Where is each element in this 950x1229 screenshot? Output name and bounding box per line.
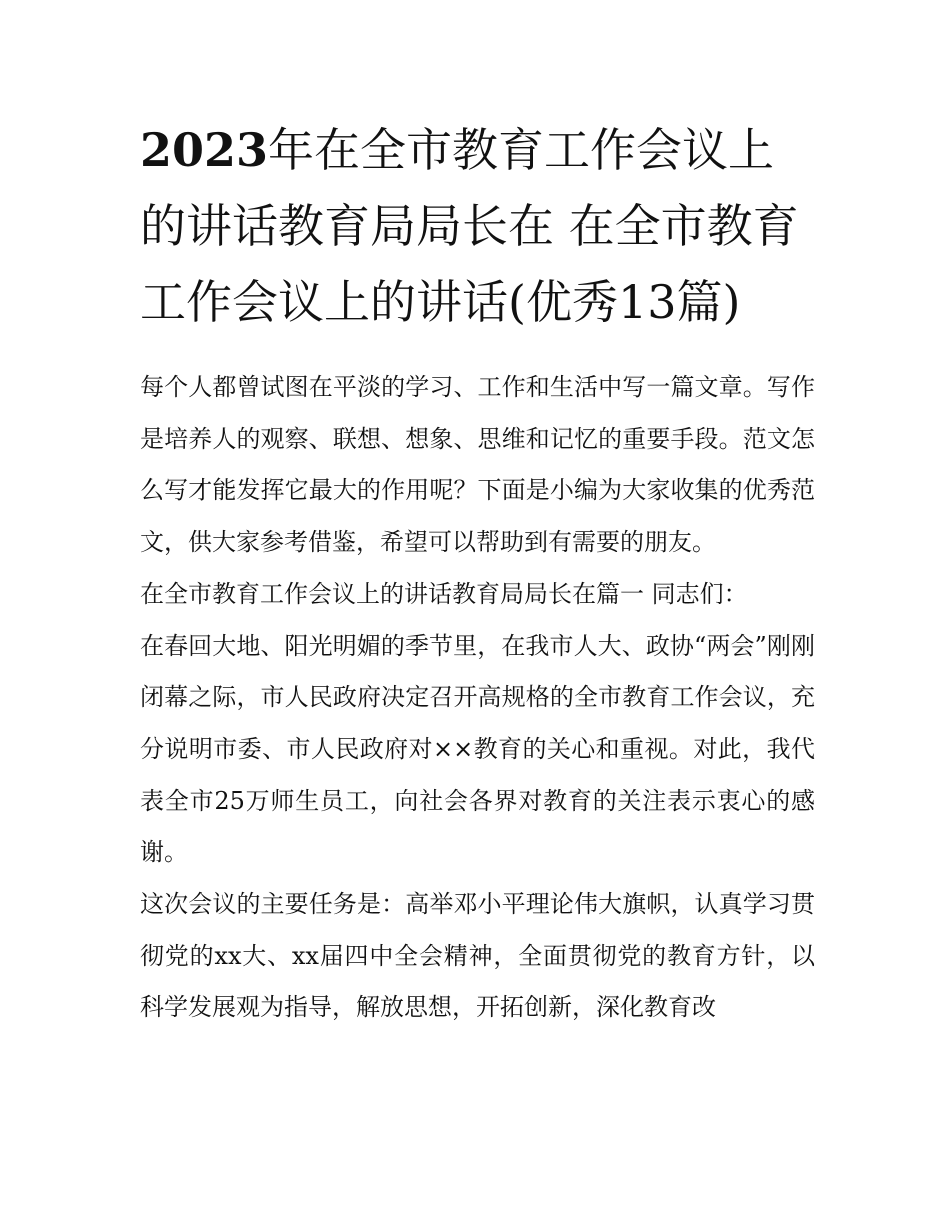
title-year: 2023: [140, 123, 269, 177]
body-paragraph: 这次会议的主要任务是：高举邓小平理论伟大旗帜，认真学习贯彻党的xx大、xx届四中全会精神，全面贯彻党的教育方针，以科学发展观为指导，解放思想，开拓创新，深化教育改: [140, 890, 815, 1022]
intro-paragraph: 每个人都曾试图在平淡的学习、工作和生活中写一篇文章。写作是培养人的观察、联想、想象、思维和记忆的重要手段。范文怎么写才能发挥它最大的作用呢？下面是小编为大家收集的优秀范文，供大家参考借鉴，希望可以帮助到有需要的朋友。: [140, 373, 815, 557]
document-title: [140, 112, 815, 340]
document-page: [140, 112, 815, 1034]
document-body: [140, 362, 815, 1034]
section-heading: 在全市教育工作会议上的讲话教育局局长在篇一 同志们：: [140, 579, 748, 608]
title-text: 年在全市教育工作会议上的讲话教育局局长在 在全市教育工作会议上的讲话(优秀13篇): [140, 123, 799, 329]
body-paragraph: 在春回大地、阳光明媚的季节里，在我市人大、政协“两会”刚刚闭幕之际，市人民政府决定召开高规格的全市教育工作会议，充分说明市委、市人民政府对××教育的关心和重视。对此，我代表全市25万师生员工，向社会各界对教育的关注表示衷心的感谢。: [140, 631, 815, 867]
